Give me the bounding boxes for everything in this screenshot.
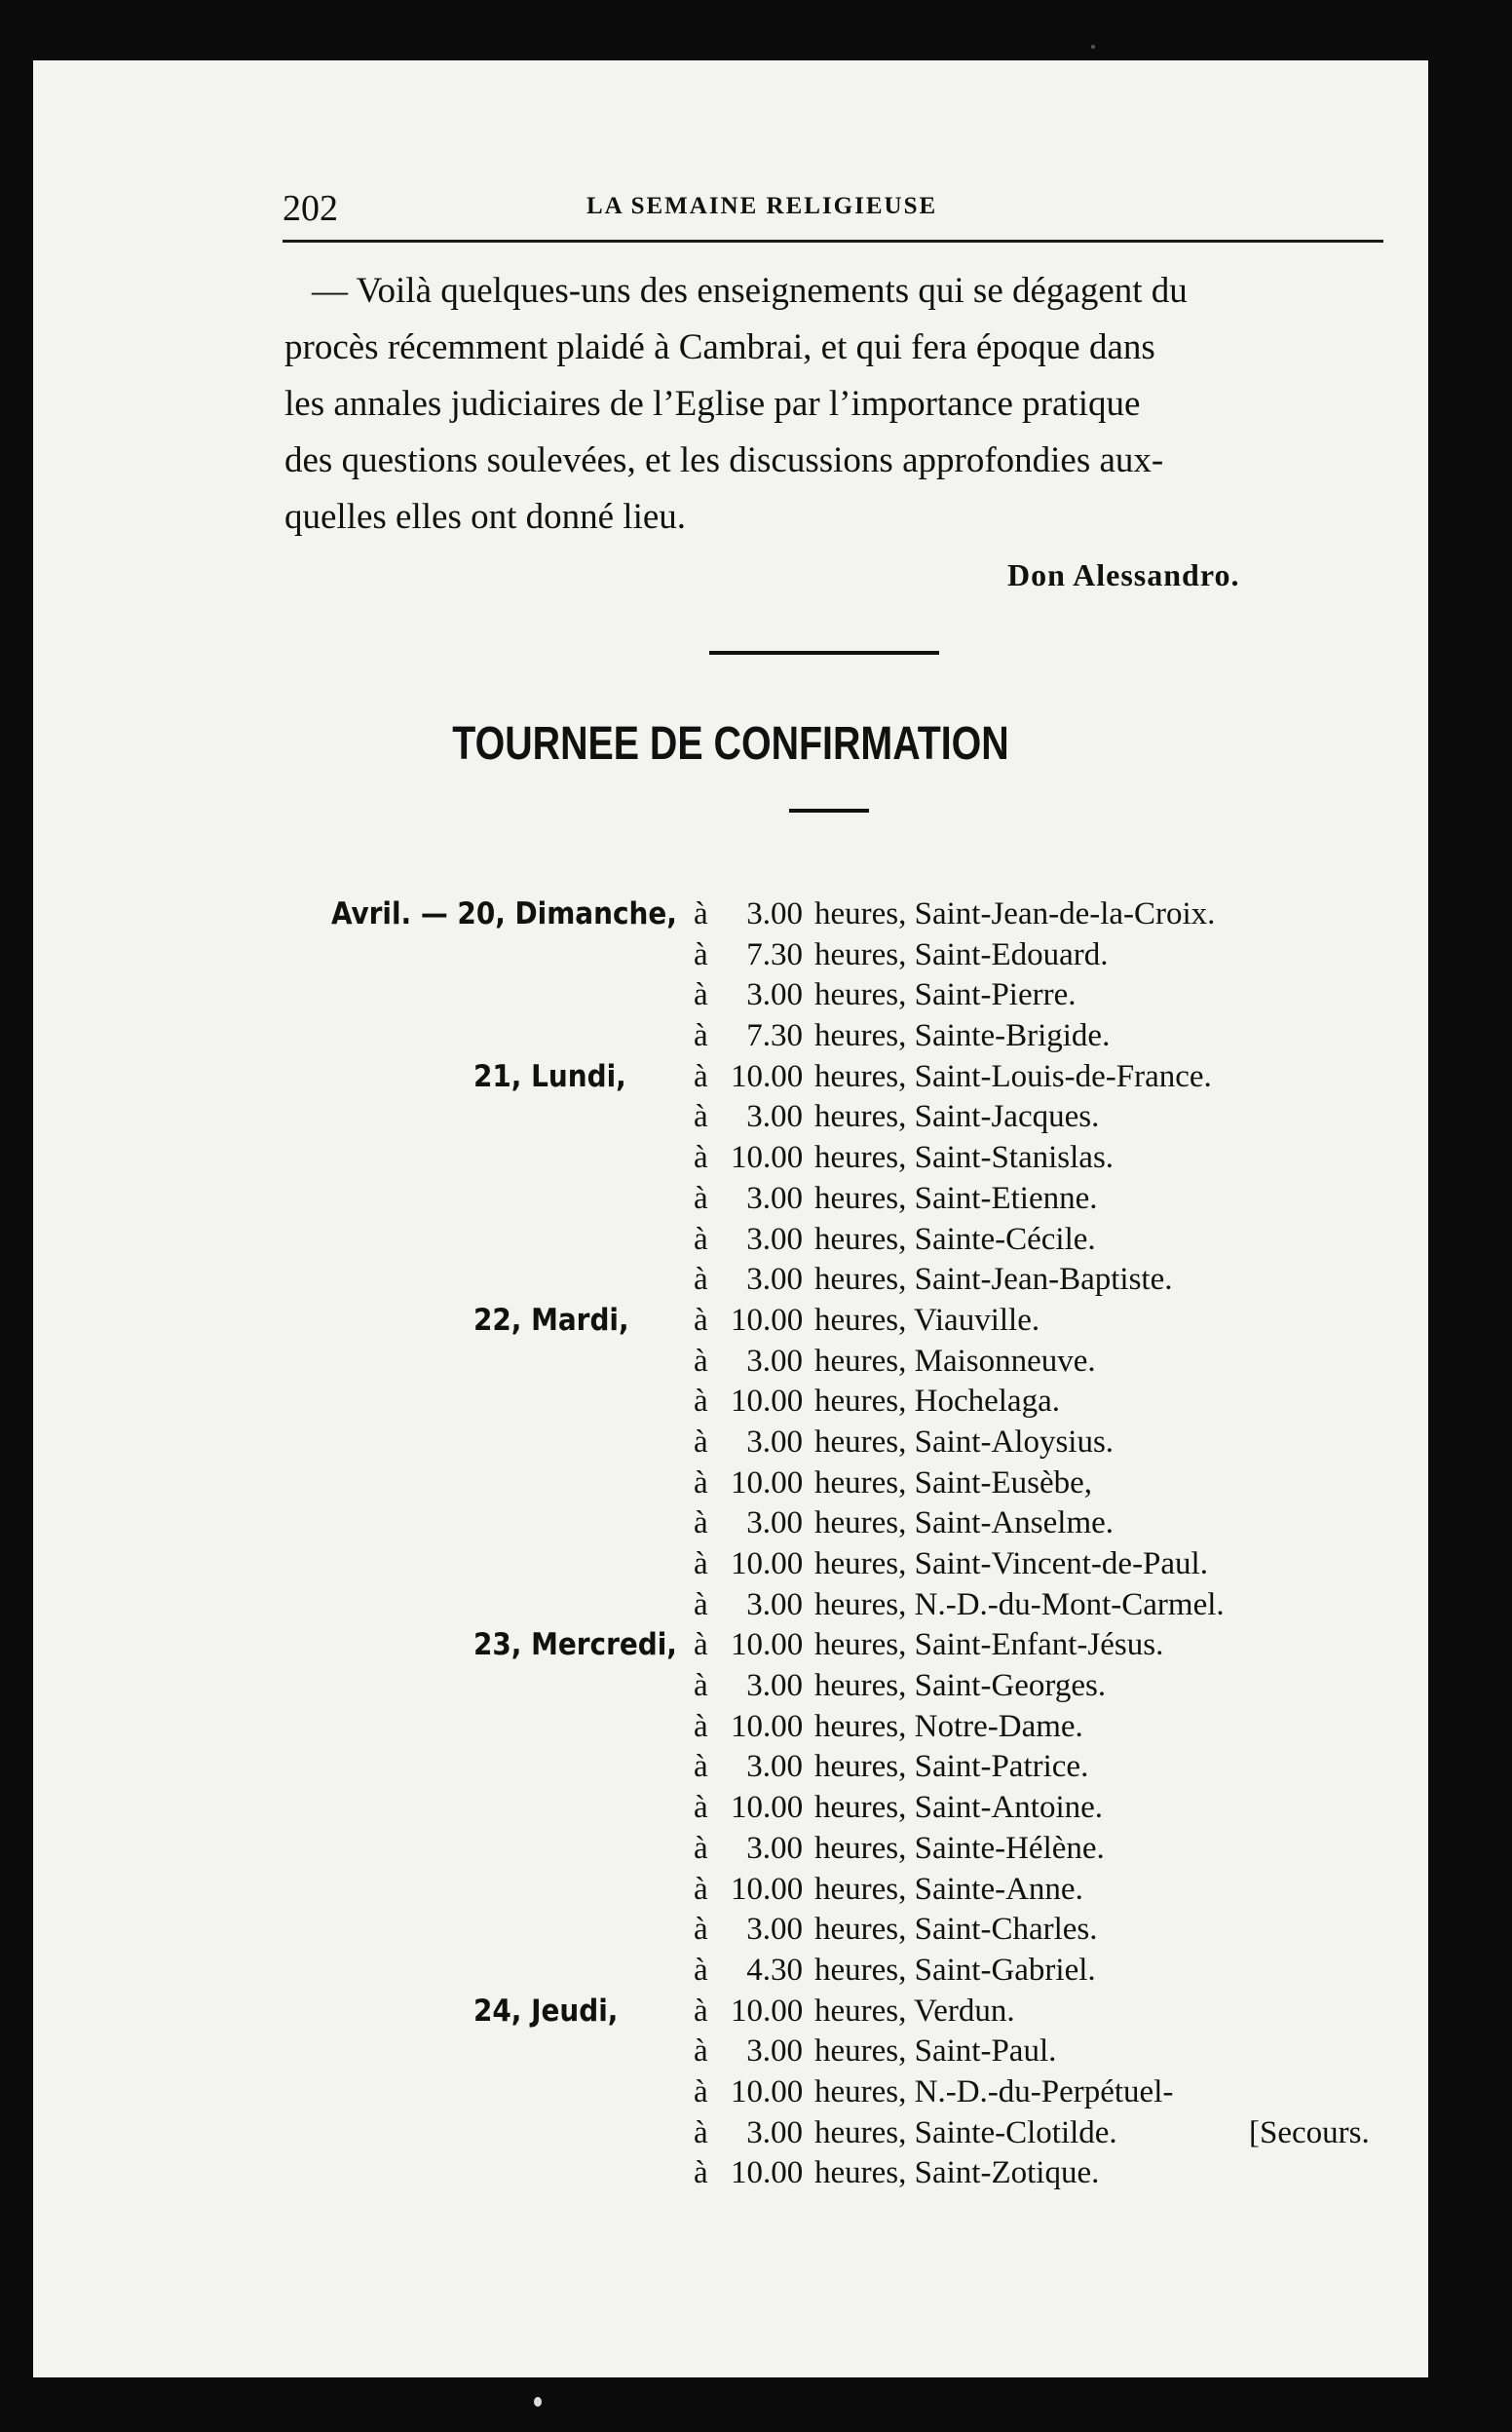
entry-time: 3.00 bbox=[746, 2033, 803, 2070]
catchword: [Secours. bbox=[1249, 2114, 1370, 2150]
entry-preposition: à bbox=[694, 2155, 708, 2191]
entry-time: 10.00 bbox=[731, 1790, 804, 1826]
schedule-entry bbox=[694, 977, 1077, 1013]
schedule-entry bbox=[694, 1546, 1208, 1582]
schedule-row bbox=[33, 2155, 1428, 2196]
entry-time: 10.00 bbox=[731, 1627, 804, 1663]
entry-time: 3.00 bbox=[746, 1180, 803, 1216]
entry-time: 3.00 bbox=[746, 1343, 803, 1379]
entry-place: heures, Saint-Aloysius. bbox=[814, 1424, 1115, 1460]
schedule-entry bbox=[694, 1262, 1172, 1298]
paragraph-line: procès récemment plaidé à Cambrai, et qui fera époque dans bbox=[284, 327, 1155, 367]
entry-time: 3.00 bbox=[746, 1221, 803, 1257]
schedule-entry bbox=[694, 1344, 1096, 1380]
schedule-entry bbox=[694, 1465, 1092, 1501]
entry-time: 3.00 bbox=[746, 1505, 803, 1541]
schedule-entry bbox=[694, 1140, 1114, 1176]
entry-place: heures, Saint-Enfant-Jésus. bbox=[814, 1627, 1164, 1663]
entry-time: 3.00 bbox=[746, 896, 803, 931]
entry-place: heures, Sainte-Clotilde. bbox=[814, 2114, 1117, 2150]
title-underline bbox=[789, 809, 869, 813]
entry-place: heures, Hochelaga. bbox=[814, 1384, 1060, 1420]
schedule-row bbox=[33, 1344, 1428, 1385]
schedule-entry bbox=[694, 1831, 1105, 1867]
entry-place: heures, Saint-Patrice. bbox=[814, 1749, 1089, 1785]
schedule-row bbox=[33, 1994, 1428, 2034]
entry-place: heures, Saint-Jacques. bbox=[814, 1099, 1100, 1135]
schedule-entry bbox=[694, 1018, 1110, 1054]
schedule-row bbox=[33, 1505, 1428, 1546]
schedule-row bbox=[33, 1262, 1428, 1303]
entry-preposition: à bbox=[694, 2073, 708, 2109]
schedule-row bbox=[33, 2033, 1428, 2074]
schedule-row bbox=[33, 1912, 1428, 1953]
entry-place: heures, Saint-Zotique. bbox=[814, 2155, 1100, 2191]
entry-preposition: à bbox=[694, 1627, 708, 1663]
entry-time: 3.00 bbox=[746, 1262, 803, 1298]
schedule-row bbox=[33, 896, 1428, 937]
entry-preposition: à bbox=[694, 1099, 708, 1135]
entry-time: 3.00 bbox=[746, 2114, 803, 2150]
schedule-row bbox=[33, 1140, 1428, 1181]
entry-preposition: à bbox=[694, 977, 708, 1013]
schedule-row bbox=[33, 1709, 1428, 1750]
entry-preposition: à bbox=[694, 2033, 708, 2070]
entry-time: 3.00 bbox=[746, 1668, 803, 1704]
schedule-row bbox=[33, 1749, 1428, 1790]
schedule-row bbox=[33, 1668, 1428, 1709]
entry-time: 4.30 bbox=[746, 1952, 803, 1988]
schedule-entry bbox=[694, 1059, 1212, 1095]
paragraph-line: — Voilà quelques-uns des enseignements qui se dégagent du bbox=[312, 271, 1188, 311]
schedule-entry bbox=[694, 1790, 1103, 1826]
entry-time: 10.00 bbox=[731, 1140, 804, 1176]
running-title: LA SEMAINE RELIGIEUSE bbox=[586, 193, 938, 219]
entry-place: heures, Verdun. bbox=[814, 1993, 1015, 2029]
entry-preposition: à bbox=[694, 1140, 708, 1176]
schedule-entry bbox=[694, 2155, 1099, 2191]
schedule-entry bbox=[694, 1384, 1060, 1420]
schedule-row bbox=[33, 1627, 1428, 1668]
entry-time: 7.30 bbox=[746, 936, 803, 972]
schedule-row bbox=[33, 1872, 1428, 1913]
entry-preposition: à bbox=[694, 1018, 708, 1054]
entry-time: 3.00 bbox=[746, 977, 803, 1013]
entry-place: heures, Saint-Stanislas. bbox=[814, 1140, 1115, 1176]
paragraph-line: des questions soulevées, et les discussions approfondies aux- bbox=[284, 440, 1164, 480]
entry-time: 7.30 bbox=[746, 1018, 803, 1054]
entry-preposition: à bbox=[694, 936, 708, 972]
entry-time: 10.00 bbox=[731, 1464, 804, 1501]
entry-preposition: à bbox=[694, 1546, 708, 1581]
page-number: 202 bbox=[283, 188, 338, 229]
entry-place: heures, Saint-Eusèbe, bbox=[814, 1464, 1092, 1501]
schedule-entry bbox=[694, 1181, 1098, 1217]
author-signature: Don Alessandro. bbox=[1007, 557, 1240, 592]
article-paragraph bbox=[284, 263, 1395, 546]
entry-time: 3.00 bbox=[746, 1749, 803, 1785]
schedule-row bbox=[33, 1790, 1428, 1831]
entry-preposition: à bbox=[694, 1952, 708, 1988]
schedule-day: 24, Jeudi, bbox=[473, 1993, 619, 2029]
entry-preposition: à bbox=[694, 1221, 708, 1257]
schedule-entry bbox=[694, 1222, 1096, 1258]
schedule-row bbox=[33, 977, 1428, 1018]
scan-speck bbox=[534, 2397, 542, 2407]
schedule-row bbox=[33, 1465, 1428, 1506]
entry-preposition: à bbox=[694, 1384, 708, 1420]
schedule-entry bbox=[694, 1749, 1088, 1785]
entry-time: 3.00 bbox=[746, 1830, 803, 1866]
entry-time: 10.00 bbox=[731, 1993, 804, 2029]
entry-preposition: à bbox=[694, 1424, 708, 1460]
entry-place: heures, Saint-Paul. bbox=[814, 2033, 1057, 2070]
schedule-entry bbox=[694, 1587, 1225, 1623]
entry-preposition: à bbox=[694, 1505, 708, 1541]
schedule-row bbox=[33, 1587, 1428, 1628]
entry-time: 3.00 bbox=[746, 1912, 803, 1948]
paragraph-line: les annales judiciaires de l’Eglise par l’importance pratique bbox=[284, 384, 1141, 424]
confirmation-schedule bbox=[33, 896, 1428, 2196]
schedule-entry bbox=[694, 2033, 1056, 2070]
entry-time: 10.00 bbox=[731, 2073, 804, 2109]
schedule-entry bbox=[694, 1872, 1083, 1908]
scanned-page bbox=[33, 60, 1428, 2377]
schedule-day: 23, Mercredi, bbox=[473, 1627, 677, 1663]
entry-place: heures, Maisonneuve. bbox=[814, 1343, 1096, 1379]
schedule-entry bbox=[694, 1953, 1096, 1989]
entry-preposition: à bbox=[694, 1302, 708, 1338]
schedule-entry bbox=[694, 2115, 1117, 2151]
entry-time: 10.00 bbox=[731, 1058, 804, 1094]
entry-preposition: à bbox=[694, 1790, 708, 1826]
schedule-entry bbox=[694, 1709, 1083, 1745]
entry-preposition: à bbox=[694, 1708, 708, 1744]
schedule-entry bbox=[694, 1912, 1098, 1948]
entry-preposition: à bbox=[694, 1830, 708, 1866]
entry-time: 10.00 bbox=[731, 2155, 804, 2191]
entry-time: 3.00 bbox=[746, 1424, 803, 1460]
schedule-entry bbox=[694, 896, 1215, 932]
entry-place: heures, Saint-Antoine. bbox=[814, 1790, 1104, 1826]
schedule-row bbox=[33, 1953, 1428, 1994]
entry-place: heures, Saint-Etienne. bbox=[814, 1180, 1098, 1216]
paragraph-line: quelles elles ont donné lieu. bbox=[284, 497, 687, 537]
schedule-entry bbox=[694, 2074, 1173, 2110]
schedule-row bbox=[33, 2115, 1428, 2156]
schedule-row bbox=[33, 1303, 1428, 1344]
schedule-row bbox=[33, 1425, 1428, 1465]
entry-place: heures, Viauville. bbox=[814, 1302, 1040, 1338]
entry-place: heures, Saint-Pierre. bbox=[814, 977, 1077, 1013]
entry-place: heures, N.-D.-du-Perpétuel- bbox=[814, 2073, 1174, 2109]
page-header bbox=[283, 187, 1383, 246]
header-rule bbox=[283, 240, 1383, 243]
entry-preposition: à bbox=[694, 1749, 708, 1785]
entry-place: heures, Saint-Anselme. bbox=[814, 1505, 1115, 1541]
entry-place: heures, Sainte-Hélène. bbox=[814, 1830, 1105, 1866]
entry-preposition: à bbox=[694, 1058, 708, 1094]
schedule-row bbox=[33, 937, 1428, 978]
schedule-entry bbox=[694, 1994, 1015, 2030]
schedule-row bbox=[33, 1018, 1428, 1059]
schedule-row bbox=[33, 1099, 1428, 1140]
schedule-entry bbox=[694, 1505, 1114, 1541]
entry-time: 10.00 bbox=[731, 1384, 804, 1420]
schedule-entry bbox=[694, 1627, 1163, 1663]
entry-preposition: à bbox=[694, 1180, 708, 1216]
entry-place: heures, Saint-Gabriel. bbox=[814, 1952, 1096, 1988]
entry-place: heures, Saint-Jean-Baptiste. bbox=[814, 1262, 1173, 1298]
schedule-row bbox=[33, 1831, 1428, 1872]
section-divider bbox=[709, 651, 939, 655]
entry-preposition: à bbox=[694, 1871, 708, 1907]
entry-place: heures, Notre-Dame. bbox=[814, 1708, 1083, 1744]
schedule-row bbox=[33, 2074, 1428, 2115]
schedule-row bbox=[33, 1222, 1428, 1263]
entry-place: heures, Sainte-Anne. bbox=[814, 1871, 1083, 1907]
schedule-day: 21, Lundi, bbox=[473, 1058, 626, 1094]
entry-time: 10.00 bbox=[731, 1546, 804, 1581]
entry-preposition: à bbox=[694, 1464, 708, 1501]
schedule-row bbox=[33, 1384, 1428, 1425]
entry-time: 10.00 bbox=[731, 1871, 804, 1907]
entry-time: 3.00 bbox=[746, 1586, 803, 1622]
entry-place: heures, Sainte-Cécile. bbox=[814, 1221, 1096, 1257]
schedule-entry bbox=[694, 1303, 1040, 1339]
schedule-row bbox=[33, 1181, 1428, 1222]
entry-place: heures, Saint-Charles. bbox=[814, 1912, 1098, 1948]
entry-preposition: à bbox=[694, 2114, 708, 2150]
entry-preposition: à bbox=[694, 1912, 708, 1948]
schedule-row bbox=[33, 1546, 1428, 1587]
entry-place: heures, Sainte-Brigide. bbox=[814, 1018, 1111, 1054]
entry-place: heures, Saint-Georges. bbox=[814, 1668, 1107, 1704]
entry-preposition: à bbox=[694, 1993, 708, 2029]
entry-place: heures, N.-D.-du-Mont-Carmel. bbox=[814, 1586, 1225, 1622]
schedule-entry bbox=[694, 937, 1109, 973]
entry-place: heures, Saint-Edouard. bbox=[814, 936, 1109, 972]
entry-place: heures, Saint-Vincent-de-Paul. bbox=[814, 1546, 1208, 1581]
entry-time: 10.00 bbox=[731, 1708, 804, 1744]
entry-place: heures, Saint-Jean-de-la-Croix. bbox=[814, 896, 1216, 931]
schedule-entry bbox=[694, 1425, 1114, 1461]
entry-place: heures, Saint-Louis-de-France. bbox=[814, 1058, 1212, 1094]
schedule-row bbox=[33, 1059, 1428, 1100]
scan-speck bbox=[1091, 45, 1095, 49]
entry-time: 3.00 bbox=[746, 1099, 803, 1135]
schedule-entry bbox=[694, 1668, 1106, 1704]
schedule-day: Avril. — 20, Dimanche, bbox=[331, 896, 677, 931]
schedule-entry bbox=[694, 1099, 1099, 1135]
entry-preposition: à bbox=[694, 896, 708, 931]
entry-preposition: à bbox=[694, 1586, 708, 1622]
entry-preposition: à bbox=[694, 1343, 708, 1379]
schedule-day: 22, Mardi, bbox=[473, 1302, 629, 1338]
section-title: TOURNEE DE CONFIRMATION bbox=[452, 718, 1009, 770]
entry-time: 10.00 bbox=[731, 1302, 804, 1338]
entry-preposition: à bbox=[694, 1668, 708, 1704]
entry-preposition: à bbox=[694, 1262, 708, 1298]
